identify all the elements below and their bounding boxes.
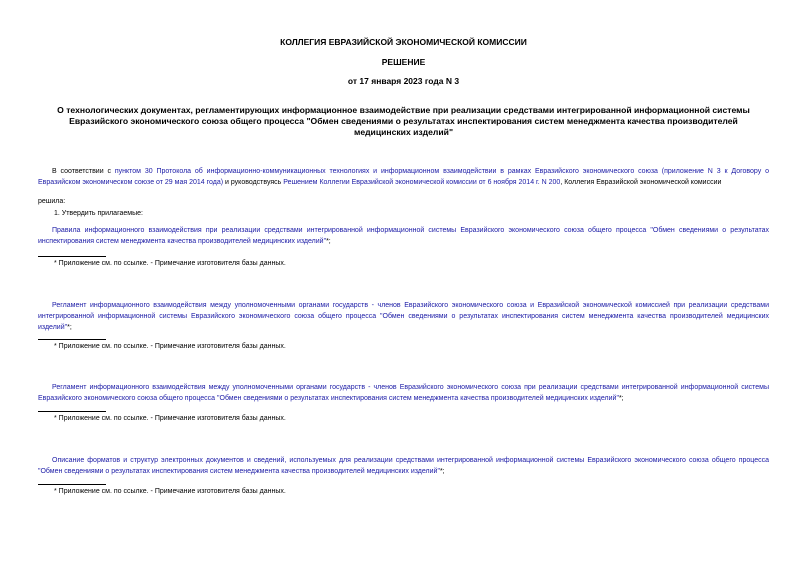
protocol-link[interactable]: пунктом 30 Протокола об информационно-коммуникационных технологиях и информационном взаимодействии в рамках Евразийского экономического союза (приложение N 3 к Договору о Евразийском экономическом союзе от 29 мая 2014 года) <box>38 168 770 186</box>
footnote-divider <box>38 256 106 257</box>
footnote-mark: *; <box>326 238 331 245</box>
document-link[interactable]: Правила информационного взаимодействия при реализации средствами интегрированной информационной системы Евразийского экономического союза общего процесса "Обмен сведениями о результатах инспектирования систем менеджмента качества производителей медицинских изделий" <box>38 227 769 245</box>
footnote: * Приложение см. по ссылке. - Примечание изготовителя базы данных. <box>54 488 286 495</box>
document-subject: О технологических документах, регламентирующих информационное взаимодействие при реализации средствами интегрированной информационной системы Евразийского экономического союза общего процесса "Обмен сведениями о результатах инспектирования систем менеджмента качества производителей медицинских изделий" <box>57 105 750 137</box>
item-1: 1. Утвердить прилагаемые: <box>54 210 143 217</box>
document-date: от 17 января 2023 года N 3 <box>347 76 460 86</box>
footnote-divider <box>38 411 106 412</box>
document-item <box>38 382 769 404</box>
footnote-divider <box>38 339 106 340</box>
preamble-text-2: и руководствуясь <box>223 179 284 186</box>
footnote-mark: *; <box>67 324 72 331</box>
decision-link[interactable]: Решением Коллегии Евразийской экономической комиссии от 6 ноября 2014 г. N 200 <box>283 179 561 186</box>
document-link[interactable]: Регламент информационного взаимодействия между уполномоченными органами государств - членов Евразийского экономического союза при реализации средствами интегрированной информационной системы Евразийского экономического союза общего процесса "Обмен сведениями о результатах инспектирования систем менеджмента качества производителей медицинских изделий" <box>38 384 769 402</box>
preamble-paragraph <box>38 166 769 188</box>
resolved-label: решила: <box>38 198 66 205</box>
document-link[interactable]: Регламент информационного взаимодействия между уполномоченными органами государств - членов Евразийского экономического союза и Евразийской экономической комиссией при реализации средствами интегрированной информационной системы Евразийского экономического союза общего процесса "Обмен сведениями о результатах инспектирования систем менеджмента качества производителей медицинских изделий" <box>38 302 769 331</box>
document-link[interactable]: Описание форматов и структур электронных документов и сведений, используемых для реализации средствами интегрированной информационной системы Евразийского экономического союза общего процесса "Обмен сведениями о результатах инспектирования систем менеджмента качества производителей медицинских изделий" <box>38 457 769 475</box>
footnote: * Приложение см. по ссылке. - Примечание изготовителя базы данных. <box>54 415 286 422</box>
footnote: * Приложение см. по ссылке. - Примечание изготовителя базы данных. <box>54 343 286 350</box>
document-item <box>38 455 769 477</box>
footnote: * Приложение см. по ссылке. - Примечание изготовителя базы данных. <box>54 260 286 267</box>
document-item <box>38 225 769 247</box>
organization-title: КОЛЛЕГИЯ ЕВРАЗИЙСКОЙ ЭКОНОМИЧЕСКОЙ КОМИССИИ <box>280 37 527 47</box>
footnote-mark: *; <box>618 395 624 402</box>
document-type: РЕШЕНИЕ <box>381 57 426 67</box>
footnote-mark: *; <box>439 468 445 475</box>
footnote-divider <box>38 484 106 485</box>
preamble-text-3: , Коллегия Евразийской экономической комиссии <box>560 179 722 186</box>
preamble-text-1: В соответствии с <box>52 168 115 175</box>
document-item <box>38 300 769 333</box>
